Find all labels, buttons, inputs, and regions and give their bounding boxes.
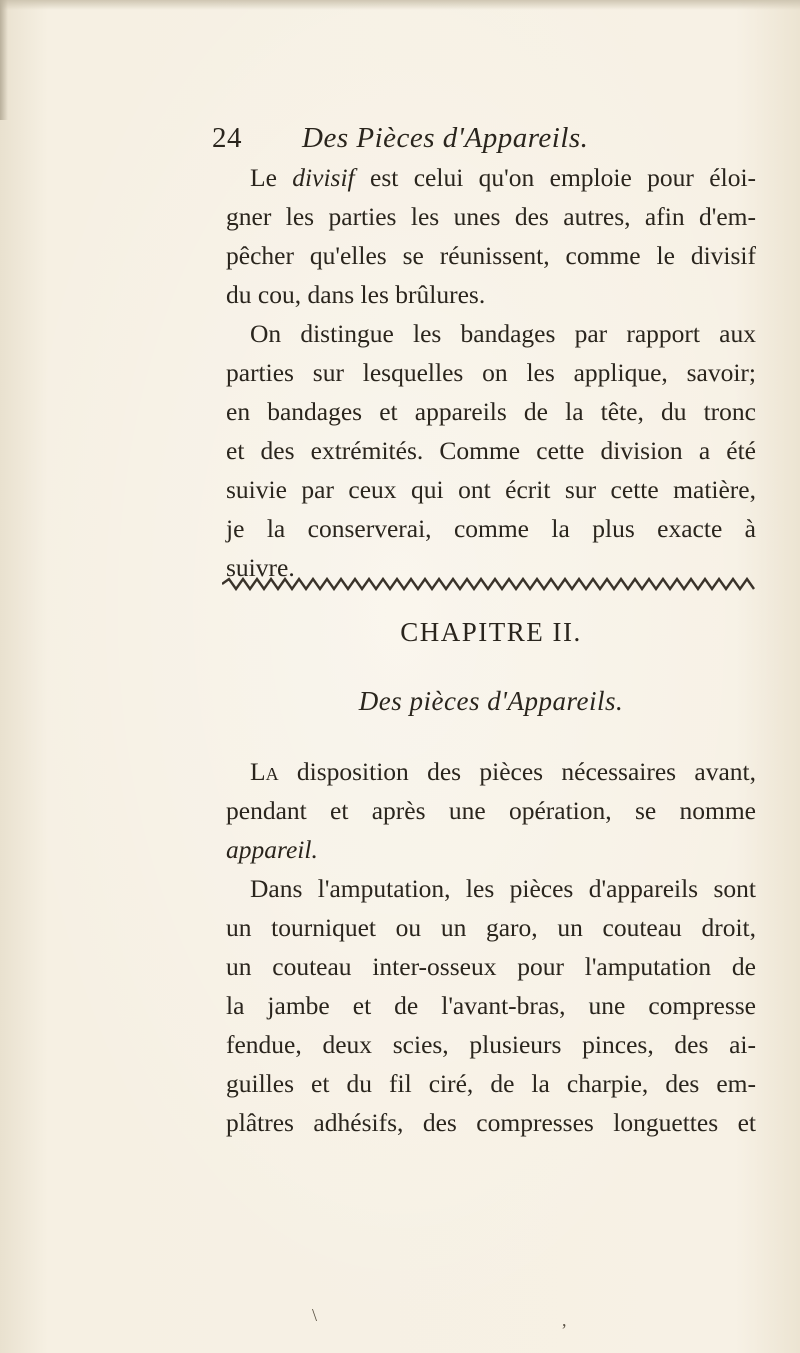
- text-line: fendue, deux scies, plusieurs pinces, des ai-: [226, 1030, 756, 1059]
- text-line: pêcher qu'elles se réunissent, comme le divisif: [226, 241, 756, 270]
- chapter-subtitle: Des pièces d'Appareils.: [358, 686, 624, 716]
- stray-mark: ,: [562, 1310, 567, 1330]
- paragraph-appareil: [226, 752, 756, 869]
- chapter-heading: CHAPITRE II.: [400, 617, 582, 647]
- text-line: [226, 158, 756, 197]
- text-line: je la conserverai, comme la plus exacte à: [226, 514, 756, 543]
- text-line: un tourniquet ou un garo, un couteau droit,: [226, 913, 756, 942]
- paragraph-distinction: [226, 314, 756, 587]
- page-left-edge: [0, 0, 8, 120]
- text-line: en bandages et appareils de la tête, du tronc: [226, 397, 756, 426]
- text-line: du cou, dans les brûlures.: [226, 280, 486, 309]
- text-line: [226, 752, 756, 791]
- text-fragment: Le: [250, 163, 277, 192]
- text-line: la jambe et de l'avant-bras, une compresse: [226, 991, 756, 1020]
- page-top-edge: [0, 0, 800, 10]
- paragraph-amputation: [226, 869, 756, 1142]
- italic-term: divisif: [292, 163, 355, 192]
- text-line: pendant et après une opération, se nomme: [226, 796, 756, 825]
- italic-term: appareil.: [226, 835, 318, 864]
- text-line: suivre.: [226, 553, 295, 582]
- text-line: suivie par ceux qui ont écrit sur cette matière,: [226, 475, 756, 504]
- stray-mark: \: [312, 1305, 318, 1325]
- page-number: 24: [212, 122, 242, 154]
- text-line: [226, 830, 756, 869]
- text-line: Dans l'amputation, les pièces d'appareils sont: [250, 874, 756, 903]
- text-line: parties sur lesquelles on les applique, savoir;: [226, 358, 756, 387]
- decorative-rule: [222, 577, 758, 591]
- small-caps-lead: La: [250, 757, 279, 786]
- text-line: un couteau inter-osseux pour l'amputation de: [226, 952, 756, 981]
- text-line: On distingue les bandages par rapport aux: [250, 319, 756, 348]
- text-line: plâtres adhésifs, des compresses longuettes et: [226, 1108, 756, 1137]
- running-title: Des Pièces d'Appareils.: [302, 122, 589, 154]
- paragraph-divisif: [226, 158, 756, 314]
- running-head: [212, 122, 588, 155]
- text-fragment: disposition des pièces nécessaires avant,: [296, 757, 756, 786]
- text-line: guilles et du fil ciré, de la charpie, des em-: [226, 1069, 756, 1098]
- text-fragment: est celui qu'on emploie pour éloi-: [370, 163, 757, 192]
- text-line: et des extrémités. Comme cette division a été: [226, 436, 756, 465]
- text-line: gner les parties les unes des autres, afin d'em-: [226, 202, 756, 231]
